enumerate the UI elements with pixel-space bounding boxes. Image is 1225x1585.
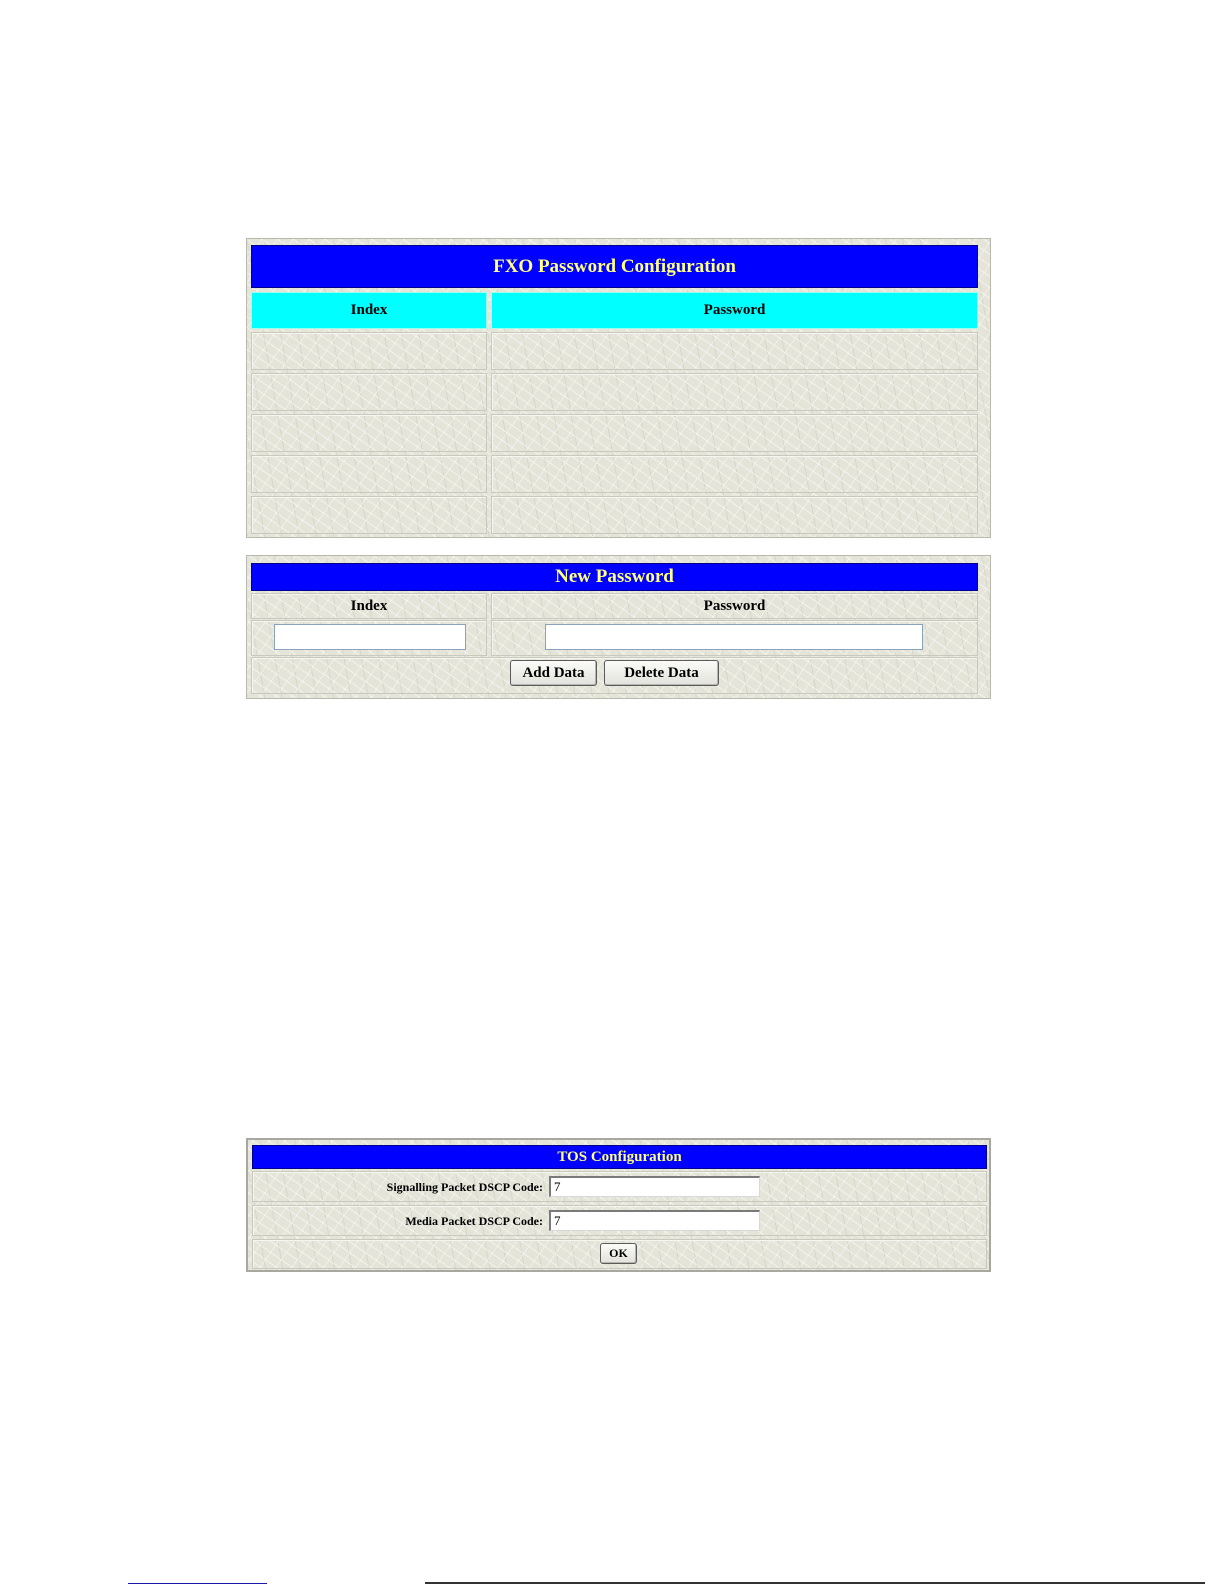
table-row-2-index — [251, 373, 487, 411]
media-dscp-input[interactable] — [549, 1210, 760, 1231]
new-password-label: Password — [703, 598, 766, 614]
table-row-5-index — [251, 496, 487, 534]
tos-config-panel — [246, 1138, 991, 1272]
ok-button[interactable]: OK — [600, 1243, 637, 1264]
table-row-3-password — [491, 414, 978, 452]
table-row-2-password — [491, 373, 978, 411]
column-header-index: Index — [251, 292, 487, 329]
footer-link-underline — [128, 1583, 267, 1584]
table-row-1-index — [251, 332, 487, 370]
media-dscp-label: Media Packet DSCP Code: — [405, 1214, 543, 1228]
table-row-5-password — [491, 496, 978, 534]
table-row-3-index — [251, 414, 487, 452]
new-password-title: New Password — [251, 563, 978, 591]
new-index-label-cell — [251, 593, 487, 619]
fxo-password-panel — [246, 238, 991, 538]
table-row-4-password — [491, 455, 978, 493]
table-row-1-password — [491, 332, 978, 370]
column-header-password: Password — [491, 292, 978, 329]
new-index-label: Index — [350, 598, 388, 614]
add-data-button[interactable]: Add Data — [510, 660, 597, 686]
tos-panel-title: TOS Configuration — [252, 1145, 987, 1169]
fxo-panel-title: FXO Password Configuration — [251, 245, 978, 288]
table-row-4-index — [251, 455, 487, 493]
delete-data-button[interactable]: Delete Data — [604, 660, 719, 686]
new-password-input[interactable] — [545, 624, 923, 650]
new-password-label-cell — [491, 593, 978, 619]
new-password-panel — [246, 555, 991, 699]
signalling-dscp-label: Signalling Packet DSCP Code: — [386, 1180, 543, 1194]
new-index-input[interactable] — [274, 624, 466, 650]
signalling-dscp-input[interactable] — [549, 1176, 760, 1197]
footer-divider — [425, 1582, 1205, 1584]
